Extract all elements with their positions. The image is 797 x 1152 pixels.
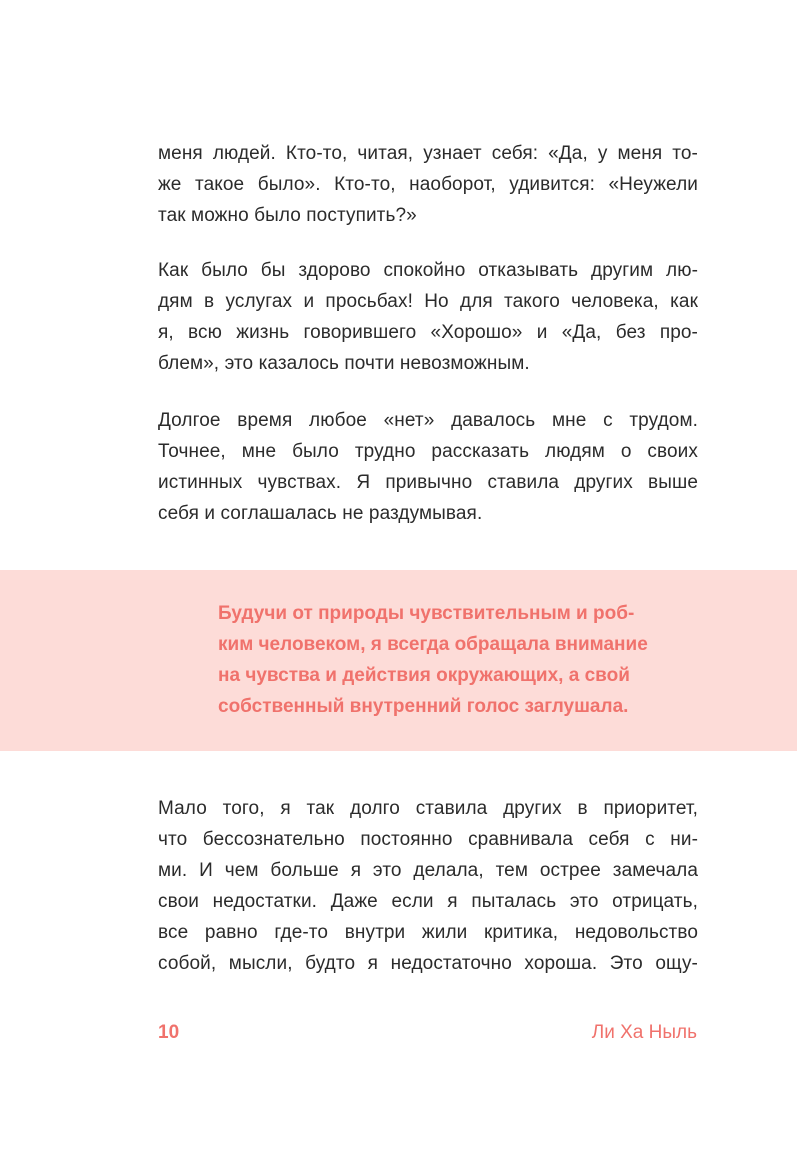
text-line: Точнее, мне было трудно рассказать людям о своих <box>158 441 698 462</box>
quote-line: Будучи от природы чувствительным и роб- <box>218 603 635 624</box>
paragraph-1 <box>158 138 698 231</box>
quote-line: ким человеком, я всегда обращала внимание <box>218 634 648 655</box>
text-line: же такое было». Кто-то, наоборот, удивится: «Неужели <box>158 174 698 195</box>
text-line: ми. И чем больше я это делала, тем острее замечала <box>158 860 698 881</box>
running-footer-author: Ли Ха Ныль <box>591 1022 697 1043</box>
text-line: блем», это казалось почти невозможным. <box>158 353 530 374</box>
quote-line: собственный внутренний голос заглушала. <box>218 696 629 717</box>
quote-line: на чувства и действия окружающих, а свой <box>218 665 630 686</box>
pull-quote-block <box>0 570 797 751</box>
text-line: свои недостатки. Даже если я пыталась это отрицать, <box>158 891 698 912</box>
text-line: дям в услугах и просьбах! Но для такого человека, как <box>158 291 698 312</box>
text-line: так можно было поступить?» <box>158 205 417 226</box>
paragraph-4 <box>158 793 698 979</box>
text-line: что бессознательно постоянно сравнивала себя с ни- <box>158 829 698 850</box>
text-line: Долгое время любое «нет» давалось мне с трудом. <box>158 410 698 431</box>
page-number: 10 <box>158 1022 180 1043</box>
paragraph-2 <box>158 255 698 379</box>
text-line: собой, мысли, будто я недостаточно хороша. Это ощу- <box>158 953 698 974</box>
text-line: меня людей. Кто-то, читая, узнает себя: «Да, у меня то- <box>158 143 698 164</box>
text-line: истинных чувствах. Я привычно ставила других выше <box>158 472 698 493</box>
text-line: себя и соглашалась не раздумывая. <box>158 503 483 524</box>
text-line: Как было бы здорово спокойно отказывать другим лю- <box>158 260 698 281</box>
text-line: я, всю жизнь говорившего «Хорошо» и «Да, без про- <box>158 322 698 343</box>
pull-quote-text <box>218 598 658 722</box>
paragraph-3 <box>158 405 698 529</box>
text-line: все равно где-то внутри жили критика, недовольство <box>158 922 698 943</box>
text-line: Мало того, я так долго ставила других в приоритет, <box>158 798 698 819</box>
